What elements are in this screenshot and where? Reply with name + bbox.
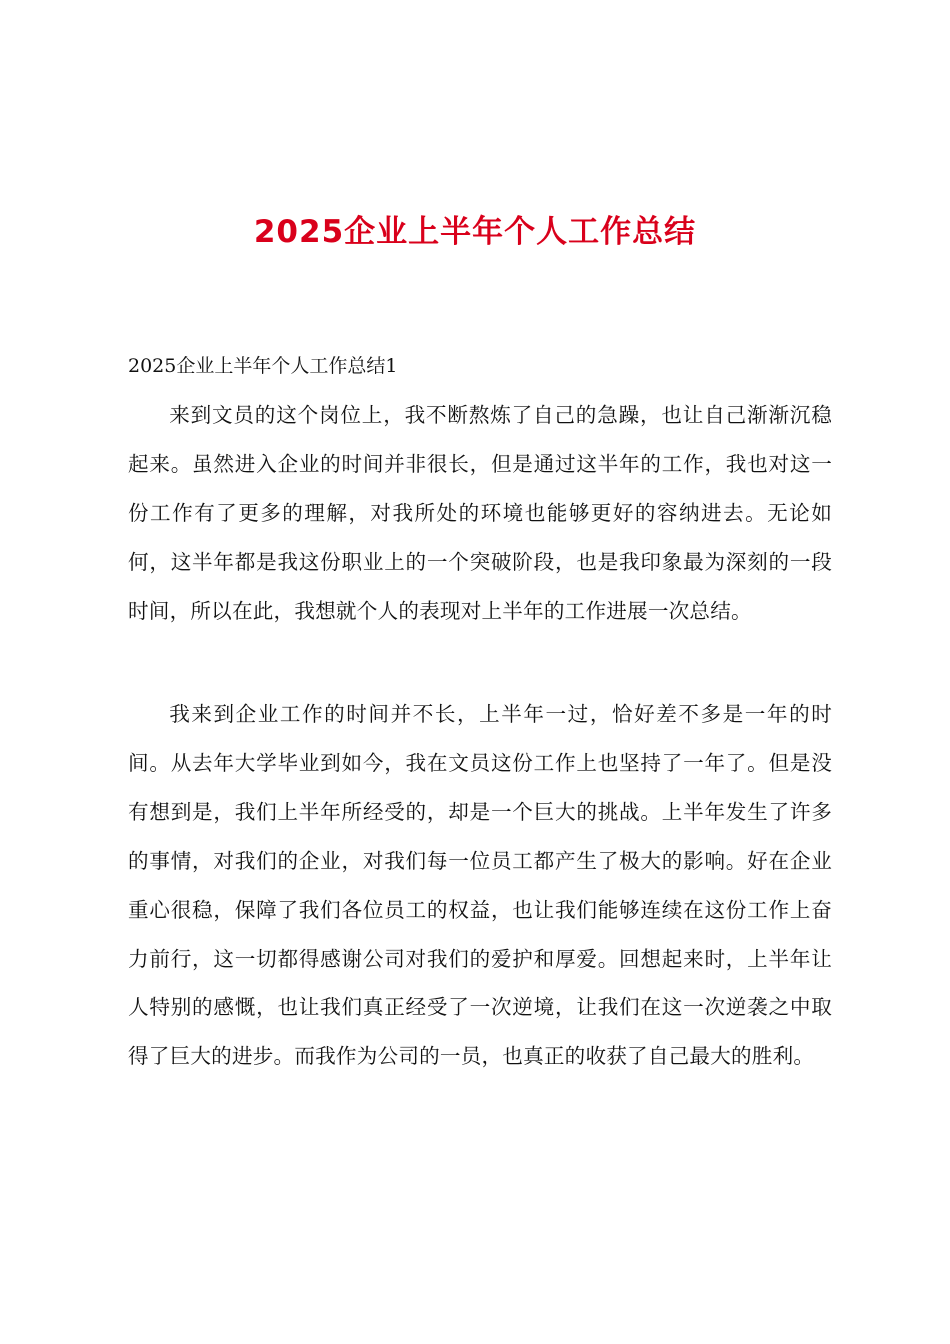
body-paragraph-2: 我来到企业工作的时间并不长，上半年一过，恰好差不多是一年的时间。从去年大学毕业到如今，我在文员这份工作上也坚持了一年了。但是没有想到是，我们上半年所经受的，却是一个巨大的挑战。上半年发生了许多的事情，对我们的企业，对我们每一位员工都产生了极大的影响。好在企业重心很稳，保障了我们各位员工的权益，也让我们能够连续在这份工作上奋力前行，这一切都得感谢公司对我们的爱护和厚爱。回想起来时，上半年让人特别的感慨，也让我们真正经受了一次逆境，让我们在这一次逆袭之中取得了巨大的进步。而我作为公司的一员，也真正的收获了自己最大的胜利。 bbox=[128, 702, 832, 1069]
document-title: 2025企业上半年个人工作总结 bbox=[253, 214, 697, 250]
body-paragraph-1: 来到文员的这个岗位上，我不断熬炼了自己的急躁，也让自己渐渐沉稳起来。虽然进入企业的时间并非很长，但是通过这半年的工作，我也对这一份工作有了更多的理解，对我所处的环境也能够更好的容纳进去。无论如何，这半年都是我这份职业上的一个突破阶段，也是我印象最为深刻的一段时间，所以在此，我想就个人的表现对上半年的工作进展一次总结。 bbox=[128, 403, 832, 623]
section-heading: 2025企业上半年个人工作总结1 bbox=[128, 355, 398, 377]
